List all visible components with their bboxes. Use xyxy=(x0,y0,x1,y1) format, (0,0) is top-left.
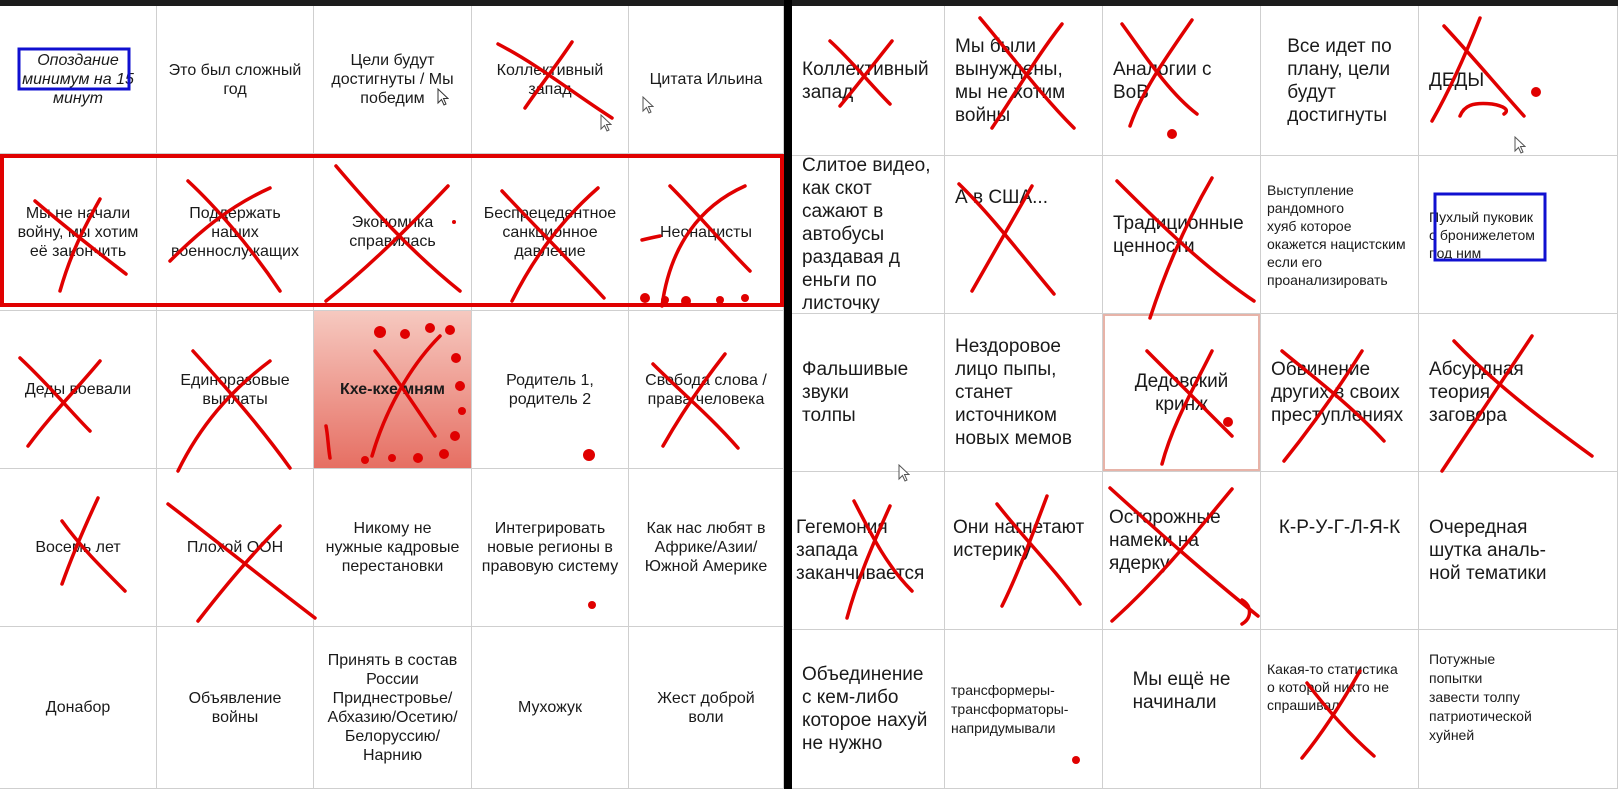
bingo-cell-r-0-3[interactable] xyxy=(1261,6,1419,156)
cell-text: Потужные попытки завести толпу патриотической хуйней xyxy=(1429,651,1532,743)
cell-text: Неонацисты xyxy=(659,223,752,241)
cell-text: Интегрировать новые регионы в правовую систему xyxy=(481,520,619,575)
bingo-cell-l-1-0[interactable] xyxy=(0,154,157,311)
bingo-cell-r-2-0[interactable] xyxy=(792,314,945,472)
cell-text: Дедовский кринж xyxy=(1134,370,1229,415)
bingo-cell-r-4-2[interactable] xyxy=(1103,630,1261,789)
mouse-cursor-icon xyxy=(600,114,612,132)
mouse-cursor-icon xyxy=(642,96,654,114)
bingo-cell-l-3-3[interactable] xyxy=(472,469,629,627)
bingo-cell-r-3-1[interactable] xyxy=(945,472,1103,630)
bingo-cell-l-0-1[interactable] xyxy=(157,6,314,154)
cell-text: Все идет по плану, цели будут достигнуты xyxy=(1287,35,1392,126)
cell-text: Принять в состав России Приднестровье/ Абхазию/Осетию/ Белоруссию/ Нарнию xyxy=(327,651,458,764)
cell-text: Выступление рандомного хуяб которое окажется нацистским если его проанализировать xyxy=(1267,181,1406,288)
bingo-cell-l-4-0[interactable] xyxy=(0,627,157,789)
bingo-cell-l-4-4[interactable] xyxy=(629,627,784,789)
bingo-cell-l-4-1[interactable] xyxy=(157,627,314,789)
bingo-cell-r-2-4[interactable] xyxy=(1419,314,1618,472)
cell-text: К-Р-У-Г-Л-Я-К xyxy=(1278,517,1401,538)
bingo-cell-r-1-3[interactable] xyxy=(1261,156,1419,314)
bingo-cell-r-2-2-center[interactable] xyxy=(1103,314,1261,472)
bingo-cell-l-3-2[interactable] xyxy=(314,469,472,627)
cell-text: Цитата Ильина xyxy=(649,71,763,88)
bingo-cell-l-2-2-center[interactable] xyxy=(314,311,472,469)
cell-text: Мы были вынуждены, мы не хотим войны xyxy=(955,35,1066,126)
cell-text: Очередная шутка аналь- ной тематики xyxy=(1429,517,1547,584)
bingo-cell-l-4-3[interactable] xyxy=(472,627,629,789)
cell-text: Абсурдная теория заговора xyxy=(1429,359,1524,426)
bingo-cell-r-3-4[interactable] xyxy=(1419,472,1618,630)
bingo-cell-l-1-3[interactable] xyxy=(472,154,629,311)
cell-text: Беспрецедентное санкционное давление xyxy=(483,204,617,260)
bingo-cell-l-1-2[interactable] xyxy=(314,154,472,311)
bingo-cell-l-0-2[interactable] xyxy=(314,6,472,154)
bingo-cell-r-1-1[interactable] xyxy=(945,156,1103,314)
cell-text: Восемь лет xyxy=(35,539,121,556)
bingo-cell-r-3-3[interactable] xyxy=(1261,472,1419,630)
cell-text: Никому не нужные кадровые перестановки xyxy=(325,520,460,575)
board-divider xyxy=(784,0,792,789)
bingo-cell-l-3-4[interactable] xyxy=(629,469,784,627)
bingo-cell-l-0-4[interactable] xyxy=(629,6,784,154)
bingo-cell-r-1-4[interactable] xyxy=(1419,156,1618,314)
cell-text: Слитое видео, как скот сажают в автобусы раздавая д еньги по листочку xyxy=(802,156,931,314)
cell-text: Кхе-кхе мням xyxy=(339,381,445,398)
cell-text: Поддержать наших военнослужащих xyxy=(171,204,299,260)
bingo-cell-l-1-4[interactable] xyxy=(629,154,784,311)
bingo-cell-l-3-0[interactable] xyxy=(0,469,157,627)
bingo-cell-l-2-0[interactable] xyxy=(0,311,157,469)
bingo-cell-r-0-1[interactable] xyxy=(945,6,1103,156)
cell-text: Единоразовые выплаты xyxy=(180,371,290,408)
bingo-cell-r-4-4[interactable] xyxy=(1419,630,1618,789)
bingo-cell-r-4-1[interactable] xyxy=(945,630,1103,789)
bingo-cell-r-3-0[interactable] xyxy=(792,472,945,630)
bingo-cell-l-0-0[interactable] xyxy=(0,6,157,154)
cell-text: Какая-то статистика о которой никто не спрашивал xyxy=(1267,661,1398,713)
bingo-cell-l-4-2[interactable] xyxy=(314,627,472,789)
cell-text: А в США... xyxy=(955,187,1048,208)
cell-text: Плохой ООН xyxy=(186,539,284,556)
cell-text: Мы ещё не начинали xyxy=(1132,669,1231,713)
cell-text: Родитель 1, родитель 2 xyxy=(506,371,594,408)
mouse-cursor-icon xyxy=(898,464,910,482)
cell-text: Жест доброй воли xyxy=(657,689,755,726)
cell-text: трансформеры- трансформаторы- напридумывали xyxy=(951,681,1069,736)
cell-text: Мухожук xyxy=(518,699,582,716)
bingo-cell-r-0-4[interactable] xyxy=(1419,6,1618,156)
cell-text: Аналогии с ВоВ xyxy=(1113,58,1212,103)
cell-text: Свобода слова / права человека xyxy=(645,371,767,408)
cell-text: Как нас любят в Африке/Азии/ Южной Америке xyxy=(644,520,768,575)
cell-text: Коллективный запад xyxy=(496,61,604,98)
cell-text: Фальшивые звуки толпы xyxy=(802,359,909,426)
mouse-cursor-icon xyxy=(437,88,449,106)
bingo-cell-r-2-1[interactable] xyxy=(945,314,1103,472)
cell-text: Обвинение других в своих преступлениях xyxy=(1271,359,1404,426)
cell-text: Нездоровое лицо пыпы, станет источником новых мемов xyxy=(955,336,1072,449)
mouse-cursor-icon xyxy=(1514,136,1526,154)
left-bingo-board xyxy=(0,6,784,789)
bingo-cell-r-1-0[interactable] xyxy=(792,156,945,314)
cell-text: Пухлый пуковик с бронижелетом под ним xyxy=(1429,208,1535,261)
cell-text: Опоздание минимум на 15 минут xyxy=(22,52,134,107)
cell-text: Цели будут достигнуты / Мы победим xyxy=(331,52,454,107)
cell-text: Объявление войны xyxy=(188,689,282,726)
cell-text: Это был сложный год xyxy=(168,61,302,98)
bingo-cell-r-1-2[interactable] xyxy=(1103,156,1261,314)
cell-text: Коллективный запад xyxy=(802,58,929,103)
cell-text: Экономика справилась xyxy=(349,214,436,250)
bingo-cell-l-2-4[interactable] xyxy=(629,311,784,469)
bingo-cell-r-0-0[interactable] xyxy=(792,6,945,156)
cell-text: Объединение с кем-либо которое нахуй не нужно xyxy=(802,664,928,754)
cell-text: Осторожные намеки на ядерку xyxy=(1109,507,1221,574)
bingo-cell-r-3-2[interactable] xyxy=(1103,472,1261,630)
bingo-cell-r-2-3[interactable] xyxy=(1261,314,1419,472)
bingo-cell-r-4-3[interactable] xyxy=(1261,630,1419,789)
right-bingo-board xyxy=(792,6,1618,789)
cell-text: Деды воевали xyxy=(24,381,132,398)
bingo-cell-l-3-1[interactable] xyxy=(157,469,314,627)
cell-text: Традиционные ценности xyxy=(1113,212,1244,257)
cell-text: Мы не начали войну, мы хотим её закончить xyxy=(17,204,139,260)
bingo-cell-r-4-0[interactable] xyxy=(792,630,945,789)
bingo-cell-r-0-2[interactable] xyxy=(1103,6,1261,156)
cell-text: Они нагнетают истерику xyxy=(953,517,1085,561)
cell-text: Гегемония запада заканчивается xyxy=(796,517,925,584)
bingo-cell-l-2-1[interactable] xyxy=(157,311,314,469)
bingo-cell-l-2-3[interactable] xyxy=(472,311,629,469)
cell-text: Донабор xyxy=(45,699,111,716)
cell-text: ДЕДЫ xyxy=(1429,70,1485,91)
bingo-cell-l-1-1[interactable] xyxy=(157,154,314,311)
